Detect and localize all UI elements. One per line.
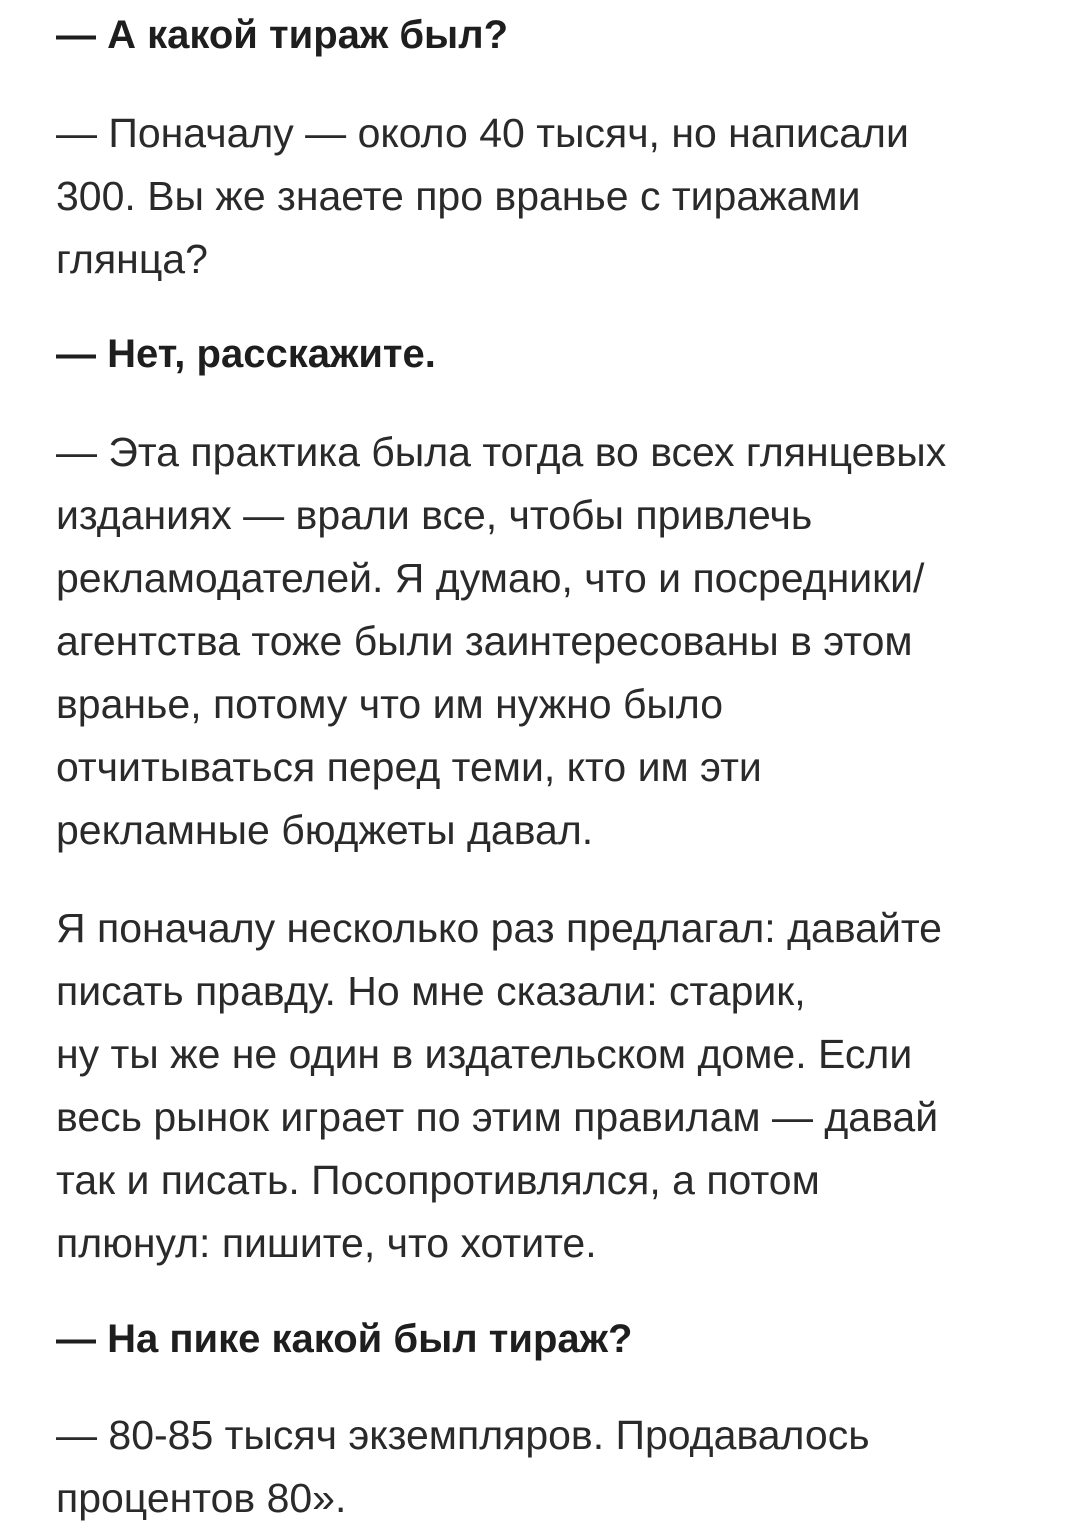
- text-line: рекламодателей. Я думаю, что и посредники/: [56, 555, 925, 601]
- text-line: — 80-85 тысяч экземпляров. Продавалось: [56, 1412, 870, 1458]
- text-line: агентства тоже были заинтересованы в этом: [56, 618, 913, 664]
- text-line: 300. Вы же знаете про вранье с тиражами: [56, 173, 861, 219]
- text-line: ну ты же не один в издательском доме. Если: [56, 1031, 913, 1077]
- text-line: процентов 80».: [56, 1475, 347, 1521]
- text-line: Я поначалу несколько раз предлагал: давайте: [56, 905, 942, 951]
- text-line: — Поначалу — около 40 тысяч, но написали: [56, 110, 909, 156]
- text-line: так и писать. Посопротивлялся, а потом: [56, 1157, 820, 1203]
- question-2: [56, 323, 436, 386]
- paragraph-continuation: [56, 897, 942, 1275]
- text-line: — Нет, расскажите.: [56, 332, 436, 376]
- text-line: изданиях — врали все, чтобы привлечь: [56, 492, 813, 538]
- text-line: плюнул: пишите, что хотите.: [56, 1220, 597, 1266]
- question-1: [56, 4, 508, 67]
- text-line: — На пике какой был тираж?: [56, 1317, 633, 1361]
- text-line: вранье, потому что им нужно было: [56, 681, 724, 727]
- text-line: весь рынок играет по этим правилам — давай: [56, 1094, 939, 1140]
- answer-3: [56, 1404, 870, 1530]
- text-line: — А какой тираж был?: [56, 13, 509, 57]
- text-line: — Эта практика была тогда во всех глянцевых: [56, 429, 947, 475]
- answer-1: [56, 102, 909, 291]
- text-line: отчитываться перед теми, кто им эти: [56, 744, 762, 790]
- text-line: глянца?: [56, 236, 208, 282]
- text-line: рекламные бюджеты давал.: [56, 807, 594, 853]
- answer-2: [56, 421, 946, 862]
- question-3: [56, 1308, 632, 1371]
- text-line: писать правду. Но мне сказали: старик,: [56, 968, 806, 1014]
